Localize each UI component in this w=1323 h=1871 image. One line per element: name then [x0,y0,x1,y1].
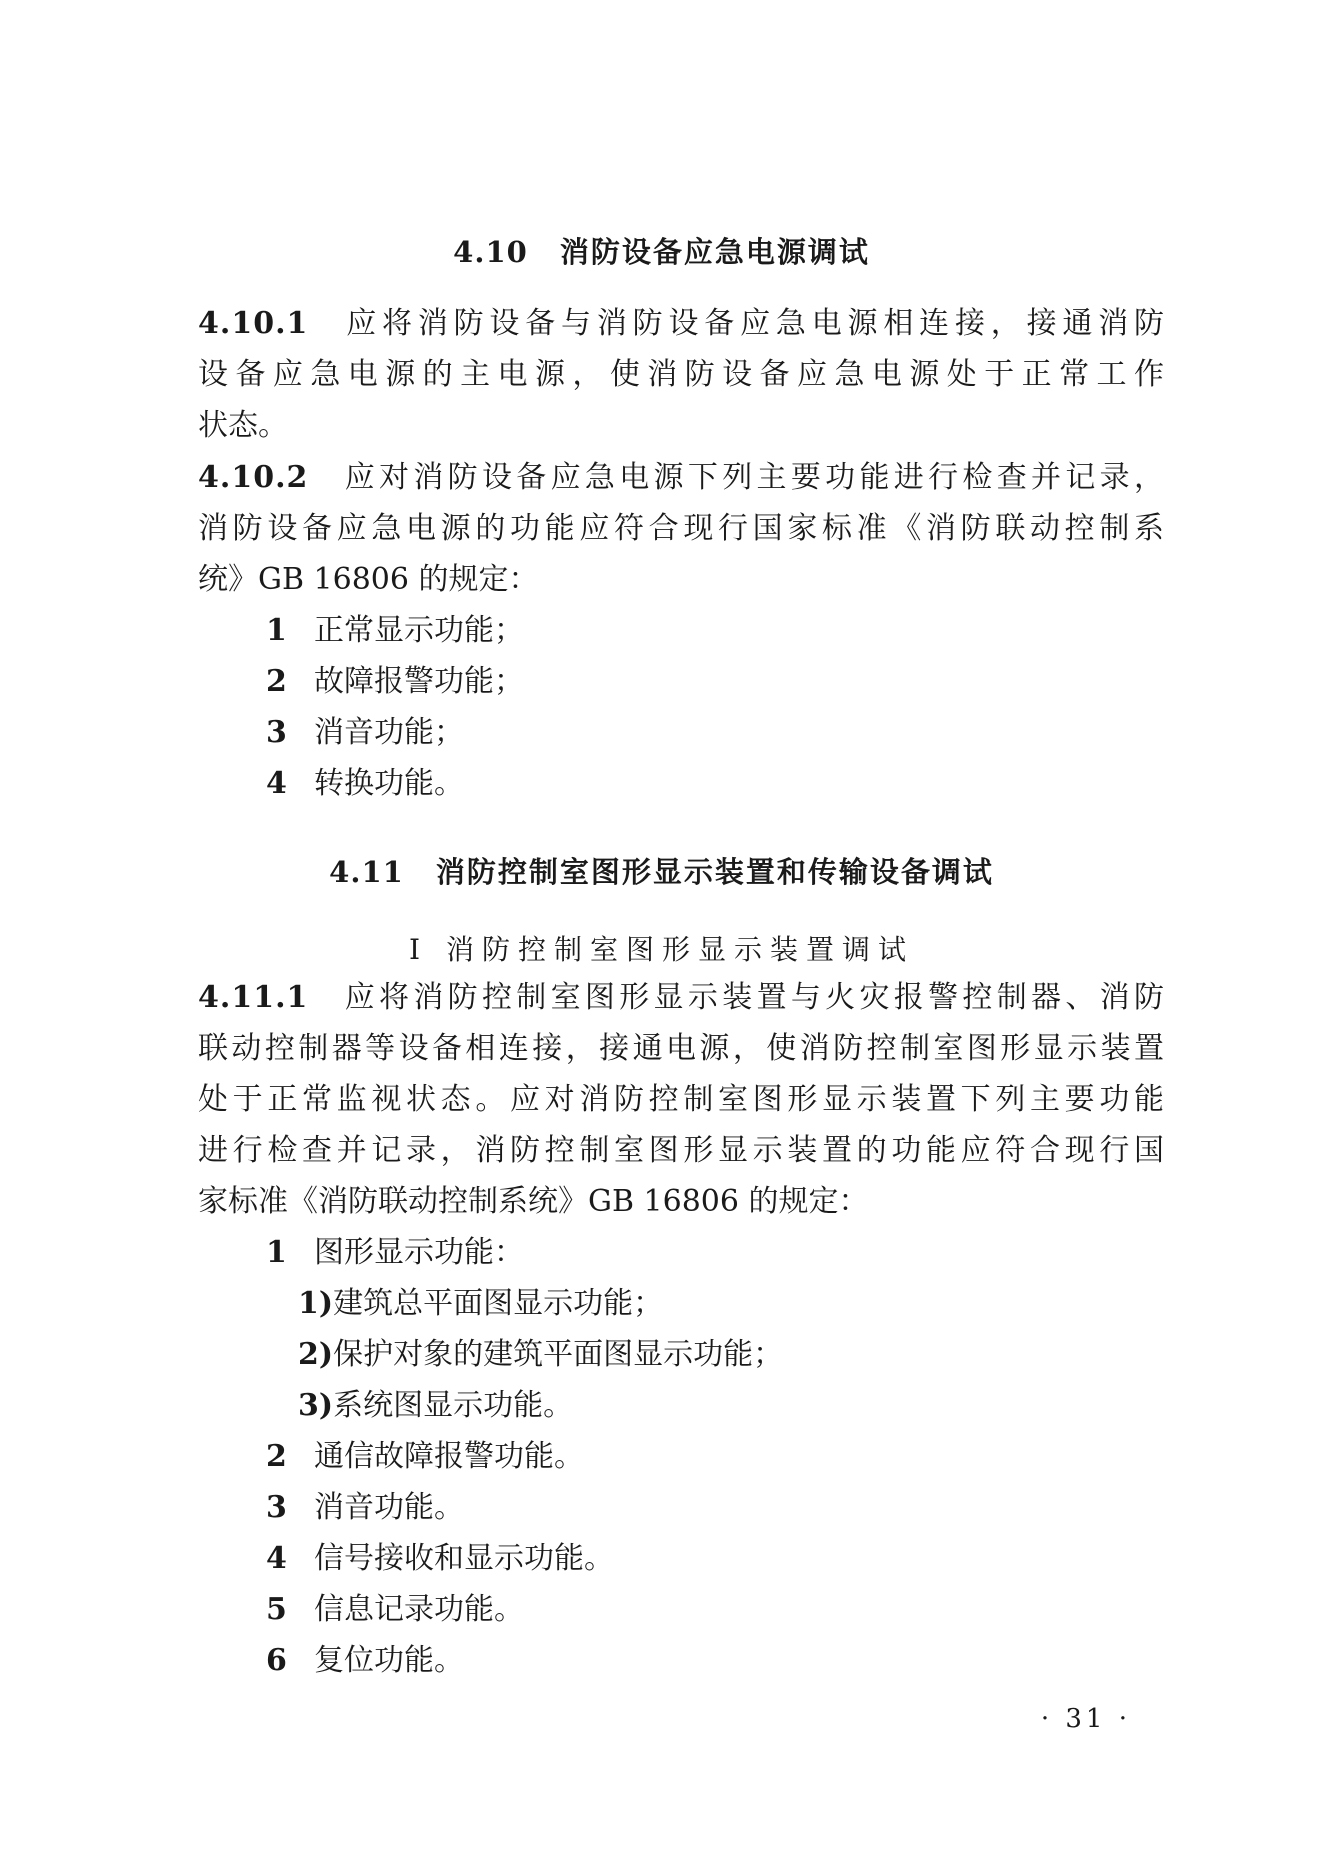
clause-number: 4.11.1 [198,980,309,1015]
list-item-number: 5 [266,1592,287,1627]
clause-line: 联动控制器等设备相连接，接通电源，使消防控制室图形显示装置 [198,1031,1164,1066]
subsection-heading [0,928,1323,968]
page-number: · 31 · [1040,1704,1131,1734]
sub-list-item [298,1329,783,1380]
clause-line: 统》GB 16806 的规定： [198,562,539,597]
section-heading-4-11 [0,850,1323,891]
section-title: 消防设备应急电源调试 [559,235,870,269]
list-item-number: 3 [266,715,287,750]
list-item [266,1431,584,1482]
list-item-number: 2 [266,664,287,699]
sub-list-item [298,1380,573,1431]
section-number: 4.10 [453,235,528,269]
clause-line: 进行检查并记录，消防控制室图形显示装置的功能应符合现行国 [198,1133,1164,1168]
list-item-number: 1 [266,613,287,648]
list-item [266,1533,614,1584]
subsection-number: Ⅰ [408,933,421,966]
clause-line [198,972,1164,1023]
clause-line [198,452,1164,503]
clause-number: 4.10.1 [198,306,309,341]
section-heading-4-10 [0,230,1323,271]
sub-list-item [298,1278,663,1329]
list-item-text: 信息记录功能。 [314,1592,524,1627]
clause-number: 4.10.2 [198,460,309,495]
list-item-text: 转换功能。 [314,766,464,801]
list-item-number: 4 [266,1541,287,1576]
list-item-text: 复位功能。 [314,1643,464,1678]
list-item-text: 图形显示功能： [314,1235,524,1270]
clause-line: 消防设备应急电源的功能应符合现行国家标准《消防联动控制系 [198,511,1164,546]
sub-list-item-text: 保护对象的建筑平面图显示功能； [333,1337,784,1372]
clause-4-10-2 [198,452,1164,605]
list-item [266,1635,464,1686]
clause-4-11-1 [198,972,1164,1227]
list-item [266,758,464,809]
list-item-number: 3 [266,1490,287,1525]
list-item-text: 信号接收和显示功能。 [314,1541,614,1576]
list-item-number: 2 [266,1439,287,1474]
list-item-text: 消音功能； [314,715,464,750]
list-item-number: 1 [266,1235,287,1270]
list-item-text: 故障报警功能； [314,664,524,699]
clause-line [198,298,1164,349]
list-item [266,1482,464,1533]
list-item [266,656,524,707]
list-item [266,605,524,656]
sub-list-item-text: 建筑总平面图显示功能； [333,1286,664,1321]
clause-4-10-1 [198,298,1164,451]
clause-line: 状态。 [198,408,288,443]
sub-list-item-number: 3) [298,1388,334,1423]
list-item-number: 6 [266,1643,287,1678]
list-item [266,707,464,758]
sub-list-item-number: 2) [298,1337,334,1372]
clause-text: 应将消防控制室图形显示装置与火灾报警控制器、消防 [340,980,1164,1015]
section-number: 4.11 [329,855,404,889]
subsection-title: 消防控制室图形显示装置调试 [446,933,915,966]
list-item-text: 消音功能。 [314,1490,464,1525]
section-title: 消防控制室图形显示装置和传输设备调试 [435,855,994,889]
clause-line: 家标准《消防联动控制系统》GB 16806 的规定： [198,1184,869,1219]
list-item-text: 正常显示功能； [314,613,524,648]
list-item-text: 通信故障报警功能。 [314,1439,584,1474]
list-item [266,1584,524,1635]
list-item-number: 4 [266,766,287,801]
clause-text: 应对消防设备应急电源下列主要功能进行检查并记录， [340,460,1164,495]
clause-text: 应将消防设备与消防设备应急电源相连接，接通消防 [340,306,1164,341]
sub-list-item-text: 系统图显示功能。 [333,1388,574,1423]
list-item [266,1227,524,1278]
clause-line: 设备应急电源的主电源，使消防设备应急电源处于正常工作 [198,357,1164,392]
sub-list-item-number: 1) [298,1286,334,1321]
clause-line: 处于正常监视状态。应对消防控制室图形显示装置下列主要功能 [198,1082,1164,1117]
